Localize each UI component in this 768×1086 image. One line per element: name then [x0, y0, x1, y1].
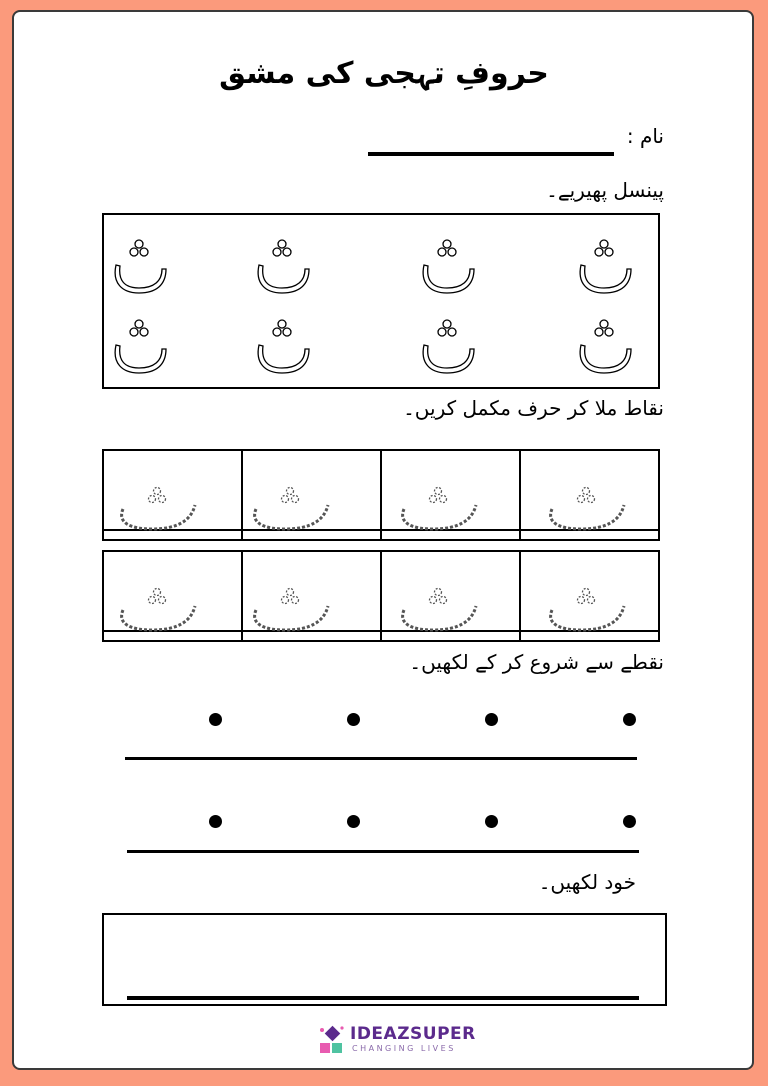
instruction-start-from-dot: نقطے سے شروع کر کے لکھیں۔	[409, 650, 664, 674]
logo-name: IDEAZSUPER	[350, 1024, 476, 1044]
start-dot[interactable]	[347, 713, 360, 726]
start-dot[interactable]	[485, 713, 498, 726]
outline-letter[interactable]	[258, 240, 309, 293]
outline-letter[interactable]	[580, 240, 631, 293]
dotted-letters	[102, 449, 660, 642]
logo-icon	[318, 1024, 348, 1056]
logo-tagline: CHANGING LIVES	[352, 1044, 456, 1053]
name-input-line[interactable]	[368, 152, 614, 156]
instruction-join-dots: نقاط ملا کر حرف مکمل کریں۔	[403, 396, 664, 420]
name-label: نام :	[626, 124, 664, 148]
outline-letter[interactable]	[258, 320, 309, 373]
start-dot[interactable]	[209, 815, 222, 828]
dotted-letter	[122, 589, 195, 631]
start-dot[interactable]	[209, 713, 222, 726]
start-dot[interactable]	[623, 713, 636, 726]
outline-letter[interactable]	[115, 320, 166, 373]
free-writing-line	[127, 996, 639, 1000]
start-dot[interactable]	[485, 815, 498, 828]
brand-logo	[318, 1024, 478, 1058]
dotted-letter	[255, 488, 328, 530]
instruction-write-yourself: خود لکھیں۔	[538, 870, 636, 894]
outline-letter[interactable]	[423, 240, 474, 293]
writing-line[interactable]	[125, 757, 637, 760]
instruction-trace: پینسل پھیریے۔	[546, 178, 664, 202]
dotted-letter	[122, 488, 195, 530]
outline-letters-grid	[102, 213, 660, 389]
dotted-letter	[403, 589, 476, 631]
dotted-letter	[255, 589, 328, 631]
outline-letter[interactable]	[580, 320, 631, 373]
start-dot[interactable]	[347, 815, 360, 828]
free-writing-box[interactable]	[102, 913, 667, 1006]
worksheet-title: حروفِ تہجی کی مشق	[219, 56, 549, 91]
outline-letter[interactable]	[423, 320, 474, 373]
writing-line[interactable]	[127, 850, 639, 853]
start-dot[interactable]	[623, 815, 636, 828]
dotted-letter	[403, 488, 476, 530]
outline-letter[interactable]	[115, 240, 166, 293]
dotted-letter	[551, 589, 624, 631]
dotted-letter	[551, 488, 624, 530]
